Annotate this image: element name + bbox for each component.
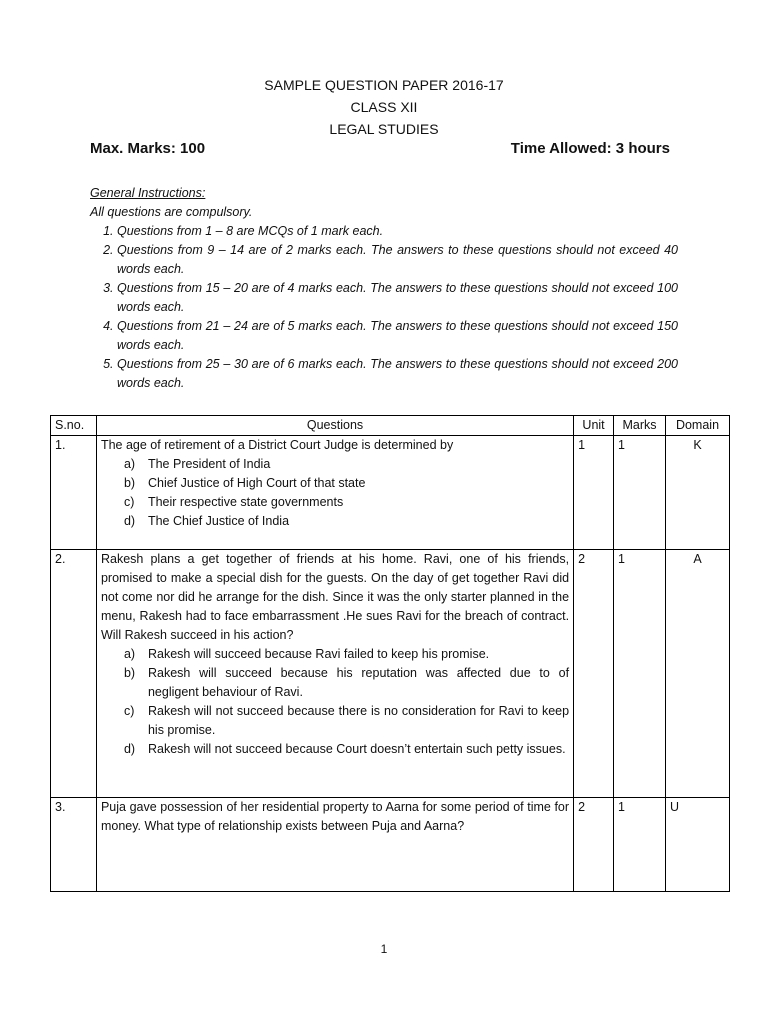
option-text: Rakesh will succeed because his reputation was affected due to of negligent behaviour of Ravi.	[147, 666, 570, 699]
question-text: Puja gave possession of her residential property to Aarna for some period of time for money. What type of relationship exists between Puja and Aarna?	[100, 800, 570, 833]
option-text: The President of India	[147, 457, 271, 471]
instruction-item: 4. Questions from 21 – 24 are of 5 marks each. The answers to these questions should not exceed 150 words each.	[117, 317, 678, 355]
page-number: 1	[380, 942, 388, 956]
option-label: d)	[123, 742, 136, 756]
instructions-list	[90, 222, 678, 393]
option-text: Rakesh will not succeed because Court doesn’t entertain such petty issues.	[147, 742, 566, 756]
instructions-heading: General Instructions:	[90, 186, 206, 200]
marks-time-row	[90, 140, 670, 157]
options-list	[101, 455, 569, 531]
table-row	[51, 798, 730, 892]
question-cell	[96, 550, 573, 798]
paper-title: SAMPLE QUESTION PAPER 2016-17	[264, 77, 504, 93]
option-label: b)	[123, 666, 136, 680]
option-label: c)	[123, 704, 135, 718]
option-text: Rakesh will not succeed because there is no consideration for Ravi to keep his promise.	[147, 704, 570, 737]
time-allowed: Time Allowed: 3 hours	[510, 140, 670, 157]
question-text: The age of retirement of a District Court Judge is determined by	[100, 438, 454, 452]
option-label: c)	[123, 495, 135, 509]
option-text: The Chief Justice of India	[147, 514, 290, 528]
option-item	[124, 493, 569, 512]
question-text: Rakesh plans a get together of friends at his home. Ravi, one of his friends, promised to make a special dish for the guests. On the day of get together Ravi did not come nor did he arrange for the dish. Since it was the only starter planned in the menu, Rakesh had to face embarrassment .He sues Ravi for the breach of contract. Will Rakesh succeed in his action?	[100, 552, 570, 642]
col-header-marks: Marks	[614, 416, 666, 436]
option-item	[124, 702, 569, 740]
instructions-intro: All questions are compulsory.	[90, 205, 253, 219]
instruction-item: 3. Questions from 15 – 20 are of 4 marks each. The answers to these questions should not exceed 100 words each.	[117, 279, 678, 317]
marks-cell: 1	[614, 550, 666, 798]
instruction-item: 1. Questions from 1 – 8 are MCQs of 1 mark each.	[117, 222, 678, 241]
unit-cell: 2	[574, 550, 614, 798]
option-text: Rakesh will succeed because Ravi failed to keep his promise.	[147, 647, 490, 661]
col-header-unit: Unit	[574, 416, 614, 436]
table-row	[51, 436, 730, 550]
option-label: d)	[123, 514, 136, 528]
paper-header	[0, 74, 768, 140]
class-label: CLASS XII	[350, 99, 418, 115]
option-label: a)	[123, 457, 136, 471]
domain-cell: U	[666, 798, 730, 892]
option-item	[124, 474, 569, 493]
marks-cell: 1	[614, 436, 666, 550]
sno-cell: 1.	[51, 436, 97, 550]
options-list	[101, 645, 569, 759]
option-label: b)	[123, 476, 136, 490]
option-item	[124, 512, 569, 531]
col-header-domain: Domain	[666, 416, 730, 436]
option-text: Chief Justice of High Court of that state	[147, 476, 366, 490]
question-cell	[96, 436, 573, 550]
instruction-item: 2. Questions from 9 – 14 are of 2 marks each. The answers to these questions should not exceed 40 words each.	[117, 241, 678, 279]
option-label: a)	[123, 647, 136, 661]
domain-cell: A	[666, 550, 730, 798]
unit-cell: 1	[574, 436, 614, 550]
marks-cell: 1	[614, 798, 666, 892]
general-instructions	[90, 184, 678, 393]
unit-cell: 2	[574, 798, 614, 892]
max-marks: Max. Marks: 100	[90, 140, 206, 157]
table-row	[51, 550, 730, 798]
option-item	[124, 664, 569, 702]
option-item	[124, 740, 569, 759]
sno-cell: 3.	[51, 798, 97, 892]
table-header-row	[51, 416, 730, 436]
instruction-item: 5. Questions from 25 – 30 are of 6 marks each. The answers to these questions should not exceed 200 words each.	[117, 355, 678, 393]
sno-cell: 2.	[51, 550, 97, 798]
option-item	[124, 645, 569, 664]
domain-cell: K	[666, 436, 730, 550]
subject-label: LEGAL STUDIES	[329, 121, 439, 137]
option-item	[124, 455, 569, 474]
col-header-questions: Questions	[96, 416, 573, 436]
question-cell	[96, 798, 573, 892]
questions-table	[50, 415, 730, 892]
option-text: Their respective state governments	[147, 495, 344, 509]
col-header-sno: S.no.	[51, 416, 97, 436]
